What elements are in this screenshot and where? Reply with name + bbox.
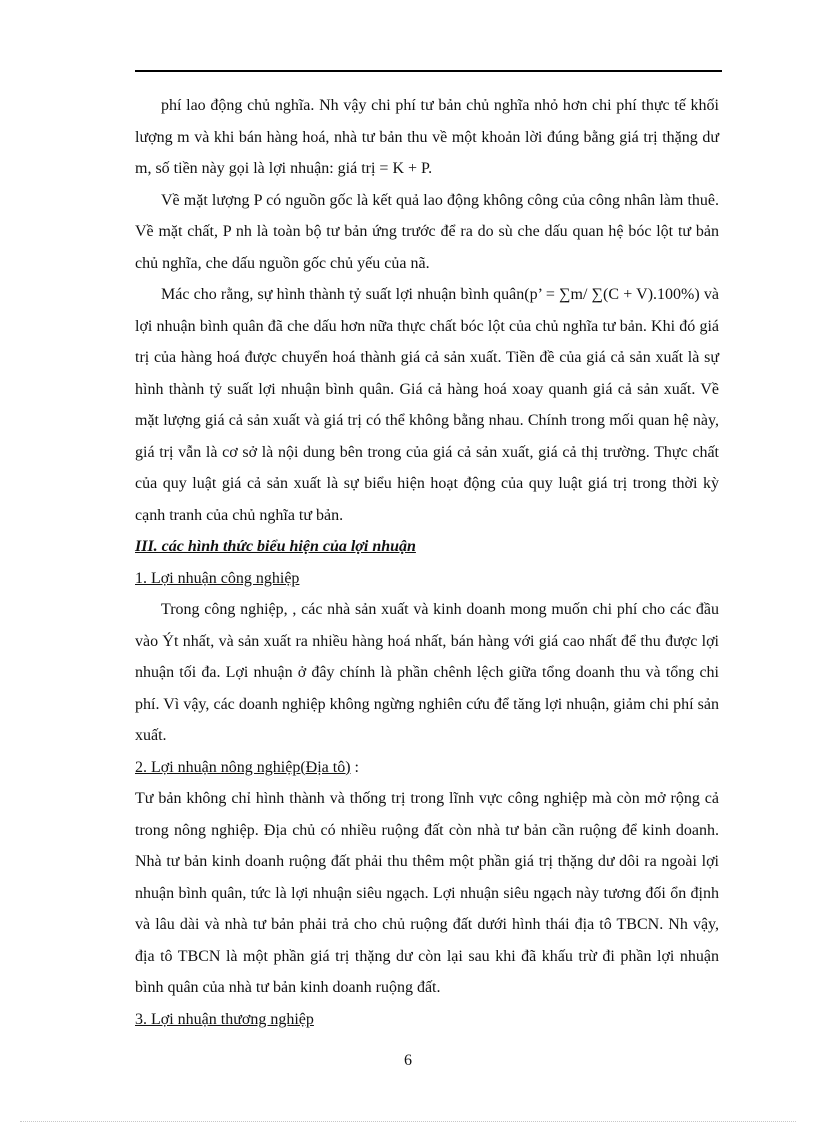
section-heading-text: III. các hình thức biểu hiện của lợi nhuận — [135, 538, 416, 555]
body-paragraph: Mác cho rằng, sự hình thành tỷ suất lợi nhuận bình quân(p’ = ∑m/ ∑(C + V).100%) và lợi nhuận bình quân đã che dấu hơn nữa thực chất bóc lột của chủ nghĩa tư bản. Khi đó giá trị của hàng hoá được chuyển hoá thành giá cả sản xuất. Tiền đề của giá cả sản xuất là sự hình thành tỷ suất lợi nhuận bình quân. Giá cả hàng hoá xoay quanh giá cả sản xuất. Về mặt lượng giá cả sản xuất và giá trị có thể không bằng nhau. Chính trong mối quan hệ này, giá trị vẫn là cơ sở là nội dung bên trong của giá cả sản xuất, giá cả thị trường. Thực chất của quy luật giá cả sản xuất là sự biểu hiện hoạt động của quy luật giá trị trong thời kỳ cạnh tranh của chủ nghĩa tư bản. — [135, 286, 719, 524]
body-paragraph: Về mặt lượng P có nguồn gốc là kết quả lao động không công của công nhân làm thuê. Về mặt chất, P nh là toàn bộ tư bản ứng trước để ra do sù che dấu quan hệ bóc lột tư bản chủ nghĩa, che dấu nguồn gốc chủ yếu của nã. — [135, 191, 719, 272]
subsection-heading-2-text: 2. Lợi nhuận nông nghiệp(Địa tô) — [135, 758, 351, 776]
subsection-heading-3-text: 3. Lợi nhuận thương nghiệp — [135, 1010, 314, 1028]
page-number: 6 — [404, 1052, 412, 1069]
header-rule — [135, 70, 722, 72]
body-paragraph: phí lao động chủ nghĩa. Nh vậy chi phí tư bản chủ nghĩa nhỏ hơn chi phí thực tế khối lượng m và khi bán hàng hoá, nhà tư bản thu về một khoản lời đúng bằng giá trị thặng dư m, số tiền này gọi là lợi nhuận: giá trị = K + P. — [135, 97, 719, 177]
subsection-heading-2 — [135, 752, 719, 784]
body-paragraph: Trong công nghiệp, , các nhà sản xuất và kinh doanh mong muốn chi phí cho các đầu vào Ýt nhất, và sản xuất ra nhiều hàng hoá nhất, bán hàng với giá cao nhất để thu được lợi nhuận tối đa. Lợi nhuận ở đây chính là phần chênh lệch giữa tổng doanh thu và tổng chi phí. Vì vậy, các doanh nghiệp không ngừng nghiên cứu để tăng lợi nhuận, giảm chi phí sản xuất. — [135, 601, 719, 744]
body-paragraph: Tư bản không chỉ hình thành và thống trị trong lĩnh vực công nghiệp mà còn mở rộng cả trong nông nghiệp. Địa chủ có nhiều ruộng đất còn nhà tư bản cần ruộng để kinh doanh. Nhà tư bản kinh doanh ruộng đất phải thu thêm một phần giá trị thặng dư dôi ra ngoài lợi nhuận bình quân, tức là lợi nhuận siêu ngạch. Lợi nhuận siêu ngạch này tương đối ổn định và lâu dài và nhà tư bản phải trả cho chủ ruộng đất dưới hình thái địa tô TBCN. Nh vậy, địa tô TBCN là một phần giá trị thặng dư còn lại sau khi đã khấu trừ đi phần lợi nhuận bình quân của nhà tư bản kinh doanh ruộng đất. — [135, 790, 719, 996]
subsection-heading-1-text: 1. Lợi nhuận công nghiệp — [135, 569, 300, 587]
subsection-heading-1 — [135, 563, 719, 595]
subsection-heading-2-suffix: : — [350, 758, 359, 776]
subsection-heading-3 — [135, 1004, 719, 1036]
page-bottom-border — [20, 1121, 796, 1122]
section-heading — [135, 531, 719, 563]
page-body — [135, 90, 719, 1035]
